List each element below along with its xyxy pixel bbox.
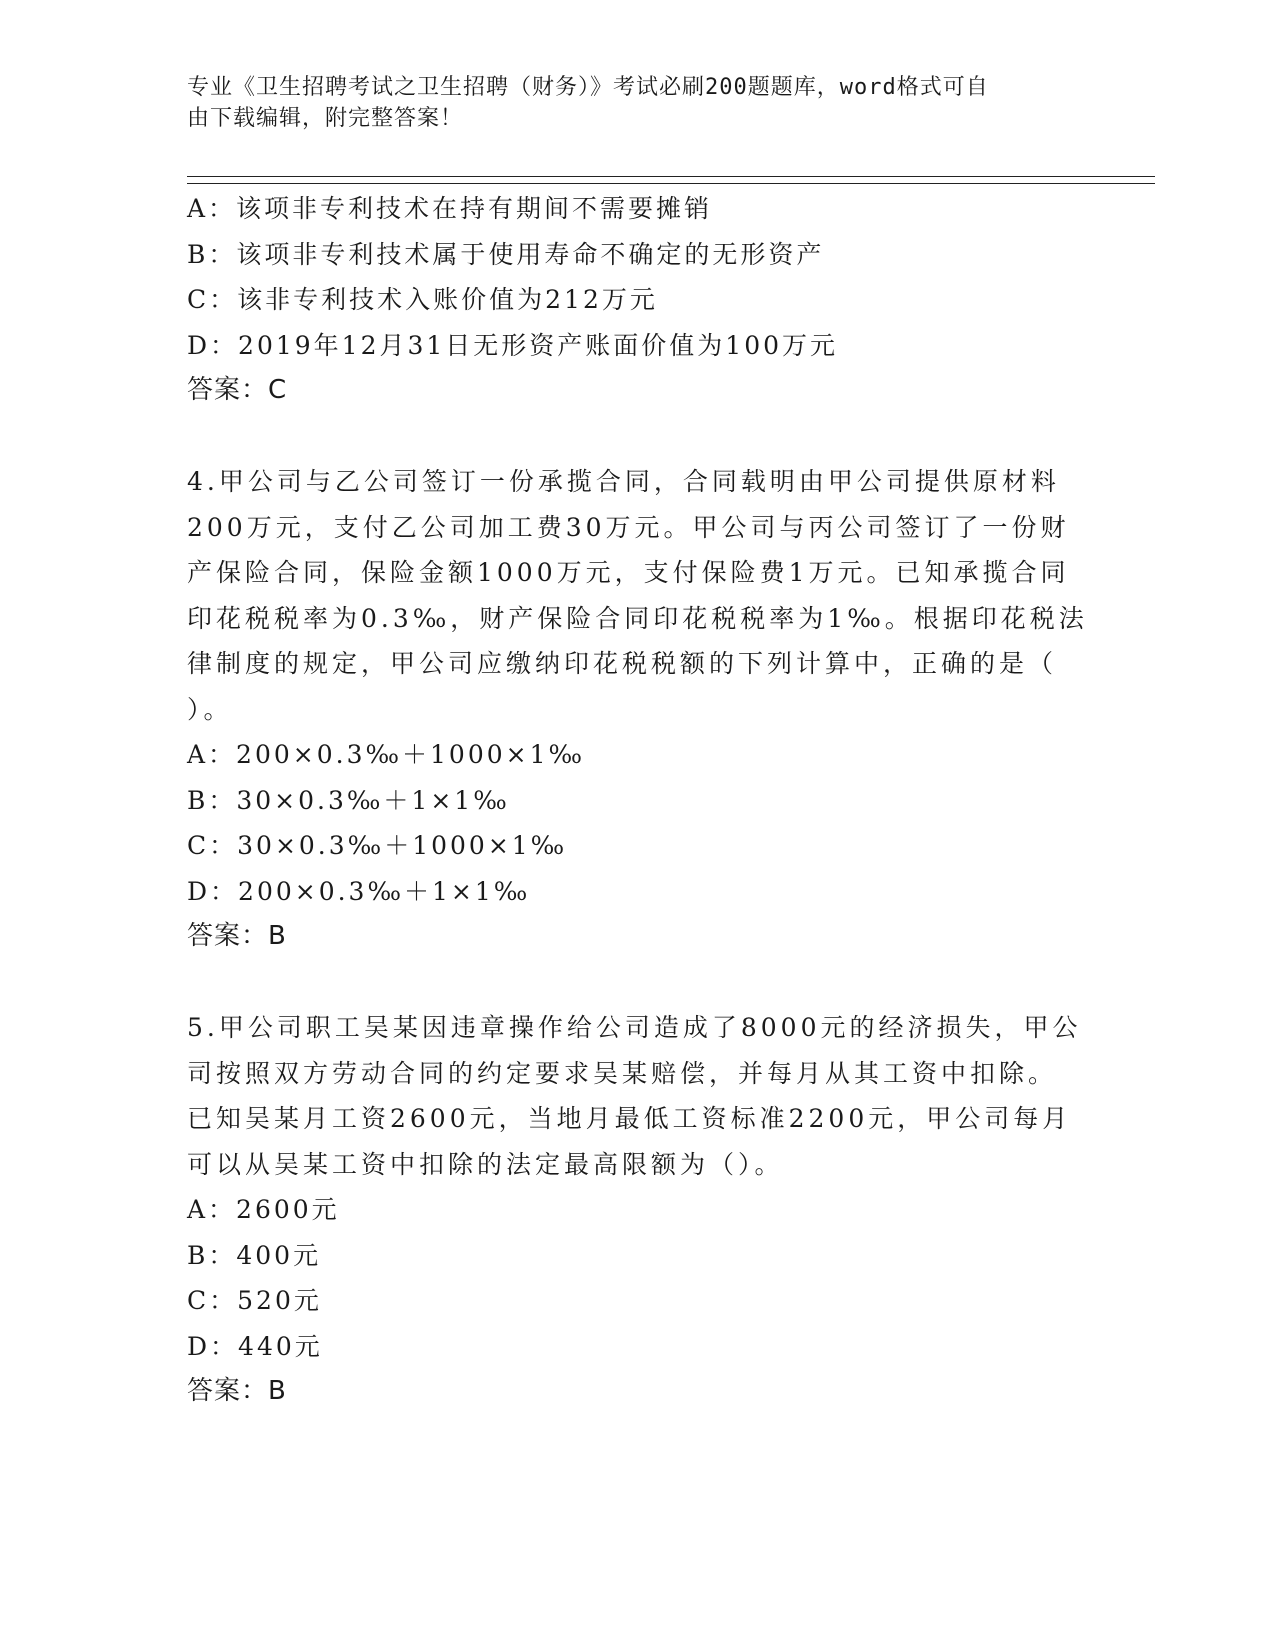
question-5 bbox=[187, 1005, 1087, 1415]
question-4 bbox=[187, 459, 1087, 960]
document-body bbox=[187, 186, 1087, 1415]
header-line-1: 专业《卫生招聘考试之卫生招聘（财务）》考试必刷200题题库，word格式可自 bbox=[187, 75, 989, 100]
option-a: A：200×0.3‰＋1000×1‰ bbox=[187, 740, 586, 769]
question-text-line: 律制度的规定，甲公司应缴纳印花税税额的下列计算中，正确的是（ bbox=[187, 649, 1058, 678]
option-d: D：2019年12月31日无形资产账面价值为100万元 bbox=[187, 330, 839, 360]
spacer bbox=[187, 960, 1087, 1006]
option-a: A：2600元 bbox=[187, 1195, 340, 1224]
question-text-line: 5.甲公司职工吴某因违章操作给公司造成了8000元的经济损失，甲公 bbox=[187, 1013, 1082, 1042]
answer-line: 答案：B bbox=[187, 921, 287, 951]
option-b: B：该项非专利技术属于使用寿命不确定的无形资产 bbox=[187, 239, 825, 269]
question-text-line: 司按照双方劳动合同的约定要求吴某赔偿，并每月从其工资中扣除。 bbox=[187, 1058, 1058, 1088]
question-text-line: 已知吴某月工资2600元，当地月最低工资标准2200元，甲公司每月 bbox=[187, 1104, 1072, 1133]
option-b: B：30×0.3‰＋1×1‰ bbox=[187, 785, 510, 815]
option-b: B：400元 bbox=[187, 1240, 322, 1270]
option-c: C：520元 bbox=[187, 1286, 322, 1315]
document-header bbox=[187, 72, 1087, 134]
option-d: D：200×0.3‰＋1×1‰ bbox=[187, 876, 531, 906]
question-text-line: 印花税税率为0.3‰，财产保险合同印花税税率为1‰。根据印花税法 bbox=[187, 603, 1088, 633]
option-d: D：440元 bbox=[187, 1331, 323, 1361]
header-divider-top bbox=[187, 176, 1155, 177]
spacer bbox=[187, 414, 1087, 460]
option-a: A：该项非专利技术在持有期间不需要摊销 bbox=[187, 194, 713, 223]
header-divider-bottom bbox=[187, 183, 1155, 184]
answer-line: 答案：C bbox=[187, 375, 288, 405]
question-text-line: 产保险合同，保险金额1000万元，支付保险费1万元。已知承揽合同 bbox=[187, 558, 1070, 587]
question-3 bbox=[187, 186, 1087, 414]
question-text-line: 200万元，支付乙公司加工费30万元。甲公司与丙公司签订了一份财 bbox=[187, 512, 1070, 542]
question-text-line: ）。 bbox=[187, 694, 233, 724]
question-text-line: 4.甲公司与乙公司签订一份承揽合同，合同载明由甲公司提供原材料 bbox=[187, 467, 1060, 496]
option-c: C：该非专利技术入账价值为212万元 bbox=[187, 285, 658, 314]
answer-line: 答案：B bbox=[187, 1376, 287, 1406]
question-text-line: 可以从吴某工资中扣除的法定最高限额为（）。 bbox=[187, 1149, 784, 1179]
header-line-2: 由下载编辑，附完整答案！ bbox=[187, 106, 464, 131]
option-c: C：30×0.3‰＋1000×1‰ bbox=[187, 831, 568, 860]
